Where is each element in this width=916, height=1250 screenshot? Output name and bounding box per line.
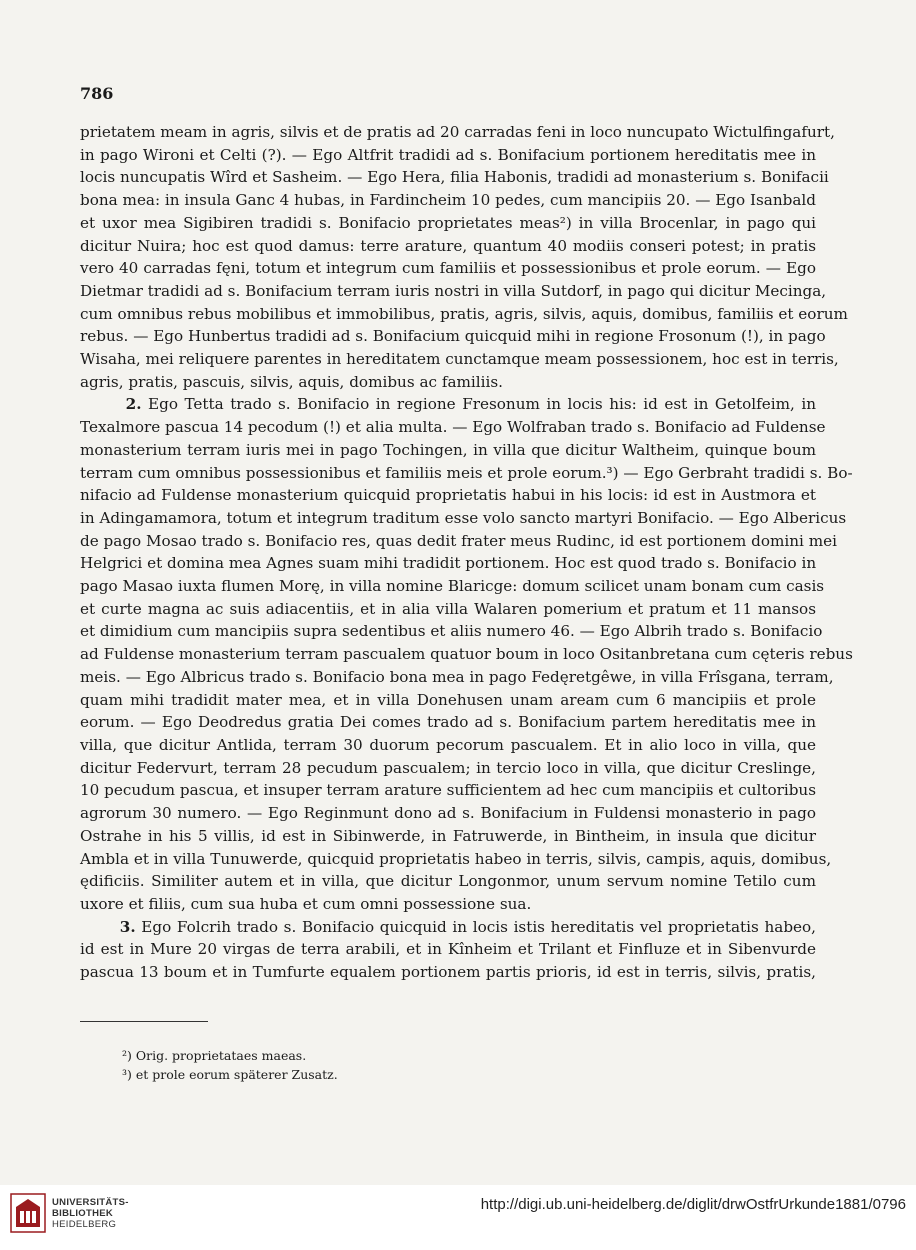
text-line: pago Masao iuxta flumen Morę, in villa nomine Blaricge: domum scilicet unam bonam cum casis <box>80 577 825 596</box>
text-line: et uxor mea Sigibiren tradidi s. Bonifacio proprietates meas²) in villa Brocenlar, in pago qui <box>80 213 816 232</box>
text-line: et curte magna ac suis adiacentiis, et in alia villa Walaren pomerium et pratum et 11 mansos <box>80 599 816 618</box>
section-number: 2. <box>125 395 142 414</box>
text-line: Ostrahe in his 5 villis, id est in Sibinwerde, in Fatruwerde, in Bintheim, in insula que dicitur <box>80 826 816 845</box>
text-line: ędificiis. Similiter autem et in villa, que dicitur Longonmor, unum servum nomine Tetilo cum <box>80 872 816 891</box>
library-name <box>52 1197 129 1230</box>
footnote: ³) et prole eorum späterer Zusatz. <box>122 1067 338 1082</box>
logo-line: HEIDELBERG <box>52 1218 117 1230</box>
footnotes <box>122 1046 338 1084</box>
footnote-divider <box>80 1021 208 1022</box>
text-line: 10 pecudum pascua, et insuper terram arature sufficientem ad hec cum mancipiis et cultoribus <box>80 781 816 800</box>
text-line: dicitur Nuira; hoc est quod damus: terre arature, quantum 40 modiis conseri potest; in pratis <box>80 236 816 255</box>
body-text <box>80 121 853 984</box>
text-line: locis nuncupatis Wîrd et Sasheim. — Ego Hera, filia Habonis, tradidi ad monasterium s. Bonifacii <box>80 168 829 187</box>
text-line: et dimidium cum mancipiis supra sedentibus et aliis numero 46. — Ego Albrih trado s. Bonifacio <box>80 622 823 641</box>
section-2-first-line <box>80 393 816 416</box>
text-line: Wisaha, mei reliquere parentes in hereditatem cunctamque meam possessionem, hoc est in terris, <box>80 350 839 369</box>
text-line: eorum. — Ego Deodredus gratia Dei comes trado ad s. Bonifacium partem hereditatis mee in <box>80 713 816 732</box>
section-3-first-line <box>80 916 816 939</box>
text-line: monasterium terram iuris mei in pago Tochingen, in villa que dicitur Waltheim, quinque boum <box>80 440 816 459</box>
text-line: bona mea: in insula Ganc 4 hubas, in Fardincheim 10 pedes, cum mancipiis 20. — Ego Isanbald <box>80 191 816 210</box>
text-line: quam mihi tradidit mater mea, et in villa Donehusen unam aream cum 6 mancipiis et prole <box>80 690 816 709</box>
text-line: in Adingamamora, totum et integrum traditum esse volo sancto martyri Bonifacio. — Ego Albericus <box>80 508 847 527</box>
text-line: ad Fuldense monasterium terram pascualem quatuor boum in loco Ositanbretana cum cęteris rebus <box>80 645 853 664</box>
logo-line: BIBLIOTHEK <box>52 1207 114 1219</box>
section-number: 3. <box>119 917 136 936</box>
text-line: id est in Mure 20 virgas de terra arabili, et in Kînheim et Trilant et Finfluze et in Sibenvurde <box>80 940 816 959</box>
text-line: vero 40 carradas fęni, totum et integrum cum familiis et possessionibus et prole eorum. — Ego <box>80 259 816 278</box>
text-line: pascua 13 boum et in Tumfurte equalem portionem partis prioris, id est in terris, silvis, pratis, <box>80 963 816 982</box>
text-line: cum omnibus rebus mobilibus et immobilibus, pratis, agris, silvis, aquis, domibus, familiis et eorum <box>80 304 848 323</box>
text-line: nifacio ad Fuldense monasterium quicquid proprietatis habui in his locis: id est in Austmora et <box>80 486 816 505</box>
text-line: prietatem meam in agris, silvis et de pratis ad 20 carradas feni in loco nuncupato Wictulfingafurt, <box>80 123 835 141</box>
text-line: agris, pratis, pascuis, silvis, aquis, domibus ac familiis. <box>80 372 503 391</box>
text-line: Ego Tetta trado s. Bonifacio in regione Fresonum in locis his: id est in Getolfeim, in <box>148 395 817 414</box>
text-line: de pago Mosao trado s. Bonifacio res, quas dedit frater meus Rudinc, id est portionem domini mei <box>80 531 837 550</box>
text-line: villa, que dicitur Antlida, terram 30 duorum pecorum pascualem. Et in alio loco in villa, que <box>80 735 816 754</box>
text-line: uxore et filiis, cum sua huba et cum omni possessione sua. <box>80 894 532 913</box>
logo-line: UNIVERSITÄTS- <box>52 1196 129 1208</box>
footnote: ²) Orig. proprietataes maeas. <box>122 1048 307 1063</box>
text-line: Ego Folcrih trado s. Bonifacio quicquid in locis istis hereditatis vel proprietatis habeo, <box>141 917 817 936</box>
text-line: Ambla et in villa Tunuwerde, quicquid proprietatis habeo in terris, silvis, campis, aquis, domibus, <box>80 849 832 868</box>
text-line: agrorum 30 numero. — Ego Reginmunt dono ad s. Bonifacium in Fuldensi monasterio in pago <box>80 804 816 823</box>
text-line: Texalmore pascua 14 pecodum (!) et alia multa. — Ego Wolfraban trado s. Bonifacio ad Fuldense <box>80 418 826 437</box>
permalink-url[interactable]: http://digi.ub.uni-heidelberg.de/diglit/drwOstfrUrkunde1881/0796 <box>480 1196 906 1213</box>
text-line: Helgrici et domina mea Agnes suam mihi tradidit portionem. Hoc est quod trado s. Bonifacio in <box>80 554 817 573</box>
text-line: rebus. — Ego Hunbertus tradidi ad s. Bonifacium quicquid mihi in regione Frosonum (!), in pago <box>80 327 826 346</box>
text-line: meis. — Ego Albricus trado s. Bonifacio bona mea in pago Fedęretgêwe, in villa Frîsgana, terram, <box>80 667 834 686</box>
text-line: Dietmar tradidi ad s. Bonifacium terram iuris nostri in villa Sutdorf, in pago qui dicitur Mecinga, <box>80 281 827 300</box>
library-seal-icon <box>10 1193 46 1233</box>
text-line: terram cum omnibus possessionibus et familiis meis et prole eorum.³) — Ego Gerbraht tradidi s. Bo- <box>80 463 853 482</box>
library-logo[interactable] <box>10 1193 129 1233</box>
page-number: 786 <box>80 84 114 103</box>
text-line: dicitur Federvurt, terram 28 pecudum pascualem; in tercio loco in villa, que dicitur Creslinge, <box>80 758 816 777</box>
footer-bar <box>0 1185 916 1250</box>
text-line: in pago Wironi et Celti (?). — Ego Altfrit tradidi ad s. Bonifacium portionem hereditatis mee in <box>80 145 816 164</box>
